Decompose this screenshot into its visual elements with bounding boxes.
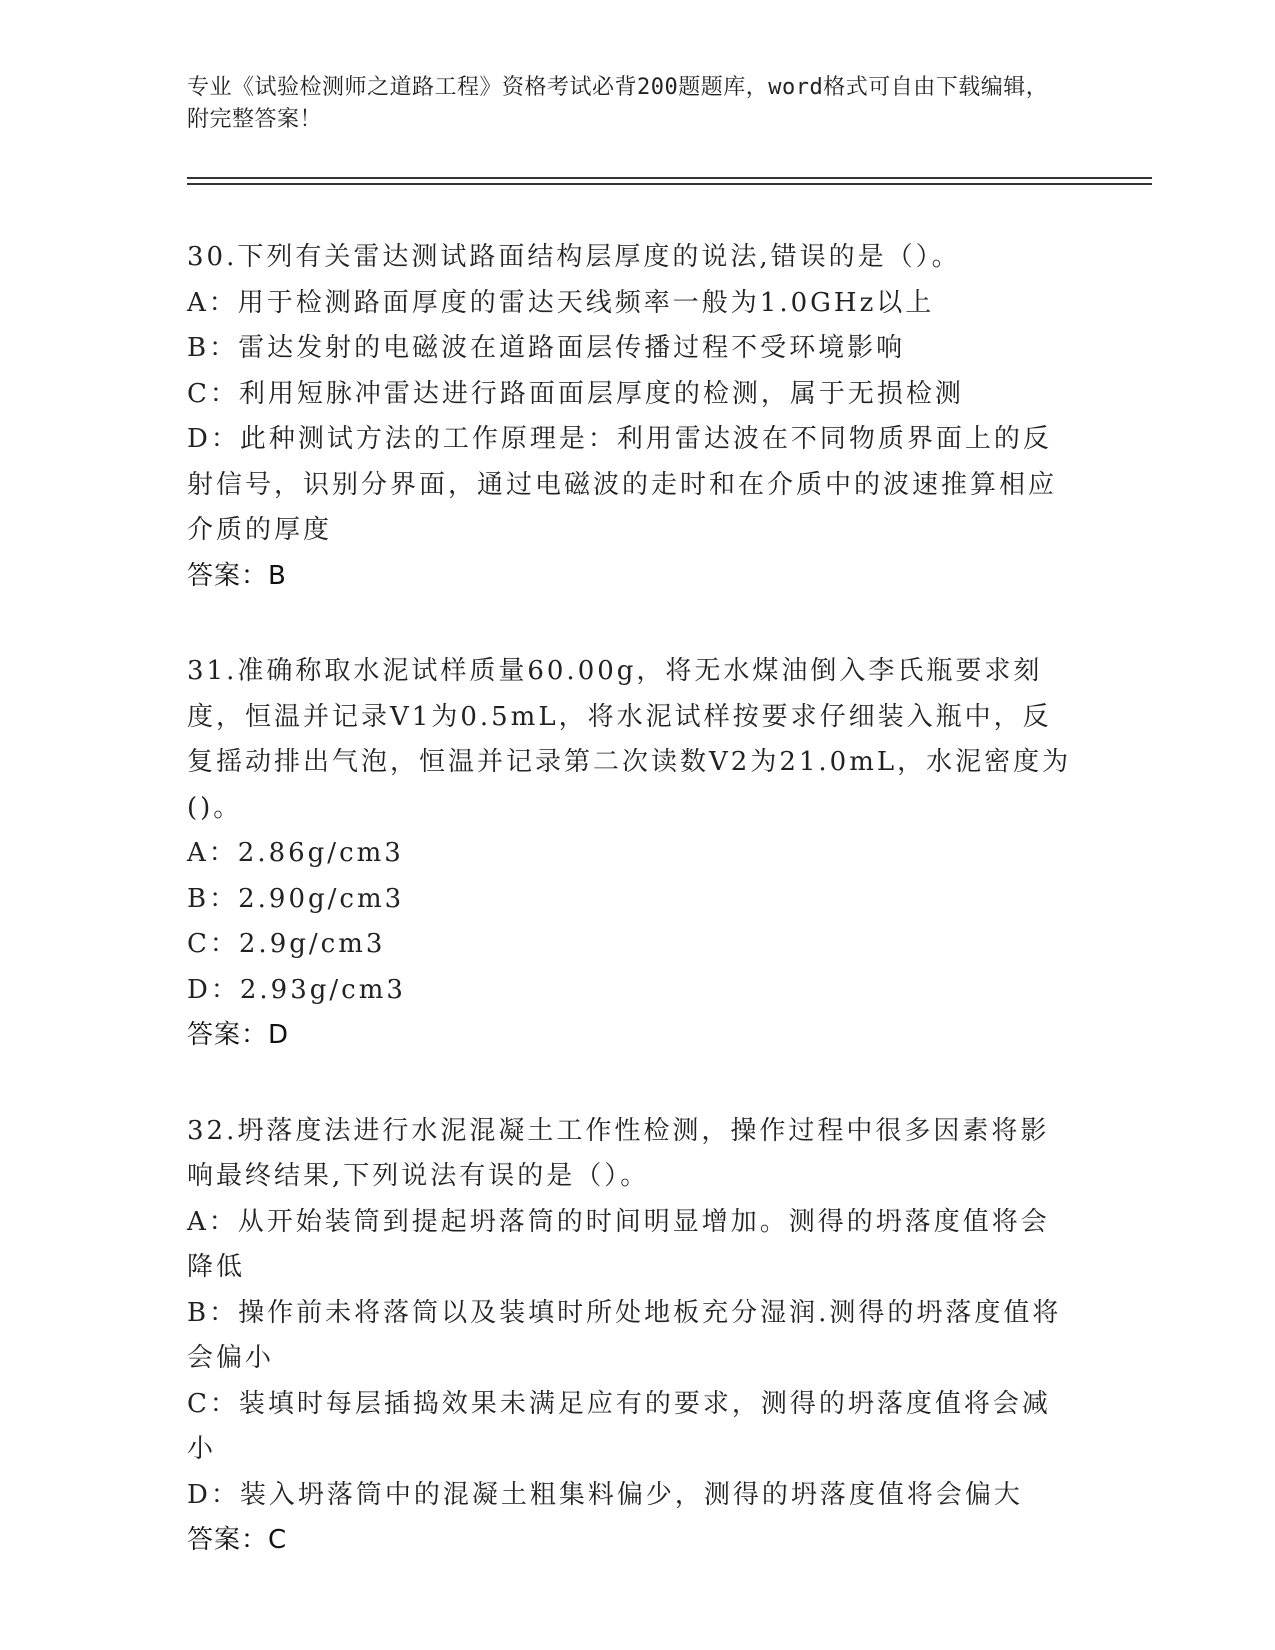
option-d: D：装入坍落筒中的混凝土粗集料偏少，测得的坍落度值将会偏大: [187, 1479, 1023, 1510]
header-rule-bottom: [187, 183, 1152, 185]
option-d: D：2.93g/cm3: [187, 974, 406, 1005]
answer: 答案：B: [187, 560, 287, 591]
option-c: C：2.9g/cm3: [187, 929, 386, 959]
option-d: D：此种测试方法的工作原理是：利用雷达波在不同物质界面上的反射信号，识别分界面，通过电磁波的走时和在介质中的波速推算相应介质的厚度: [187, 424, 1058, 545]
document-header: 专业《试验检测师之道路工程》资格考试必背200题题库，word格式可自由下载编辑，附完整答案！: [187, 75, 1049, 132]
option-c: C：利用短脉冲雷达进行路面面层厚度的检测，属于无损检测: [187, 378, 964, 409]
option-a: A：2.86g/cm3: [187, 838, 404, 868]
answer: 答案：D: [187, 1020, 290, 1050]
option-b: B：操作前未将落筒以及装填时所处地板充分湿润.测得的坍落度值将会偏小: [187, 1297, 1062, 1373]
option-a: A：用于检测路面厚度的雷达天线频率一般为1.0GHz以上: [187, 287, 935, 318]
option-b: B：雷达发射的电磁波在道路面层传播过程不受环境影响: [187, 333, 906, 363]
header-rule-top: [187, 177, 1152, 179]
option-b: B：2.90g/cm3: [187, 883, 405, 914]
question-stem: 31.准确称取水泥试样质量60.00g，将无水煤油倒入李氏瓶要求刻度，恒温并记录V1为0.5mL，将水泥试样按要求仔细装入瓶中，反复摇动排出气泡，恒温并记录第二次读数V2为21.0mL，水泥密度为()。: [187, 656, 1072, 823]
question-31: [187, 649, 1077, 1059]
option-c: C：装填时每层插捣效果未满足应有的要求，测得的坍落度值将会减小: [187, 1388, 1051, 1464]
question-32: [187, 1109, 1077, 1564]
question-stem: 32.坍落度法进行水泥混凝土工作性检测，操作过程中很多因素将影响最终结果,下列说法有误的是（）。: [187, 1115, 1050, 1191]
question-list: [187, 235, 1077, 1614]
option-a: A：从开始装筒到提起坍落筒的时间明显增加。测得的坍落度值将会降低: [187, 1206, 1050, 1282]
question-stem: 30.下列有关雷达测试路面结构层厚度的说法,错误的是（）。: [187, 242, 961, 272]
answer: 答案：C: [187, 1525, 288, 1555]
question-30: [187, 235, 1077, 599]
